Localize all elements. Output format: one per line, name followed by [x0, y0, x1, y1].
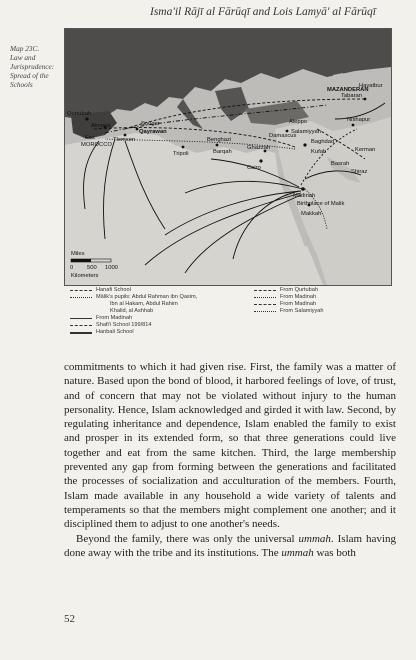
place-label: Almeria	[91, 123, 111, 129]
place-label: Hayatbur	[359, 83, 383, 89]
city-dot	[364, 98, 367, 101]
place-label: MOROCCO	[81, 142, 112, 148]
legend-row	[70, 294, 260, 301]
caption-line: Jurisprudence:	[10, 62, 55, 71]
paragraph	[64, 532, 396, 561]
legend-row	[70, 322, 260, 329]
paragraph: commitments to which it had given rise. First, the family was a matter of nature. Based upon the bond of blood, it harbored feelings of love, of trust, and of concern that may not be violated without injury to the human personality. Hence, Islam acknowledged and girded it with law. Second, by regulating inheritance and dependence, Islam enabled the family to exist and prosper in its extended form, so that three generations could live together and eat from the same kitchen. Third, the large membership prevented any gap from forming between the generations and facilitated the processes of socialization and acculturation of the members. Fourth, Islam made available in any household a wide variety of talents and temperaments so that the members might complement one another; and it disciplined them to adjust to one another's needs.	[64, 361, 396, 531]
legend-label: From Madinah	[280, 301, 317, 307]
body-text	[64, 360, 396, 560]
place-label: Basrah	[331, 161, 350, 167]
legend-line	[70, 290, 92, 291]
place-label: Shiraz	[351, 169, 368, 175]
legend-row	[70, 301, 260, 308]
legend-label: From Madinah	[280, 294, 317, 300]
caption-line: Map 23C.	[10, 44, 40, 53]
place-label: Cairo	[247, 165, 261, 171]
map-figure	[64, 28, 392, 286]
place-label: Fas	[85, 135, 95, 141]
place-label: Ghazzah	[247, 145, 271, 151]
map-svg	[65, 29, 391, 285]
city-dot	[286, 130, 289, 133]
legend-row	[254, 294, 394, 301]
legend-col-right	[254, 287, 394, 315]
legend-line	[254, 304, 276, 305]
place-label: Sougar	[141, 121, 160, 127]
city-dot	[352, 124, 355, 127]
text-run: Beyond the family, there was only the universal	[76, 532, 299, 545]
caption-line: Spread of the	[10, 71, 49, 80]
legend-label: From Madinah	[96, 315, 133, 321]
page-number: 52	[64, 613, 75, 625]
text-run: was both	[313, 546, 356, 559]
legend-row	[254, 287, 394, 294]
legend-label: Hanbali School	[96, 329, 134, 335]
legend-col-left	[70, 287, 260, 336]
text-run: . Islam having done away with the tribe and its institutions. The	[64, 532, 396, 559]
legend-row	[70, 308, 260, 315]
scale-rule-fill	[71, 259, 91, 262]
city-dot	[216, 144, 219, 147]
legend-line	[254, 290, 276, 291]
scale-unit: Kilometers	[71, 273, 99, 279]
city-dot	[136, 128, 139, 131]
place-label: MAZANDERAN	[327, 87, 369, 93]
italic-term: ummah	[281, 546, 314, 559]
place-label: Qayrawan	[139, 129, 167, 135]
place-label: Baghdad	[311, 139, 335, 145]
city-dot	[259, 159, 262, 162]
legend-line	[70, 332, 92, 334]
place-label: Tabaran	[341, 93, 362, 99]
place-label: Tlemcen	[113, 137, 136, 143]
scale-tick: 0	[70, 265, 74, 271]
legend-row	[70, 287, 260, 294]
map-caption	[10, 44, 56, 89]
scale-title: Miles	[71, 251, 85, 257]
scale-tick: 500	[87, 265, 97, 271]
place-label: Barqah	[213, 149, 232, 155]
city-dot	[182, 146, 185, 149]
legend-row	[70, 315, 260, 322]
running-head: Isma'il Rājī al Fārūqī and Lois Lamyā' al Fārūqī	[150, 6, 376, 18]
caption-line: Schools	[10, 80, 33, 89]
place-label: Aleppo	[289, 119, 308, 125]
city-dot	[303, 143, 306, 146]
place-label: Birthplace of Malik	[297, 201, 345, 207]
legend-line	[70, 325, 92, 326]
place-label: Makkah	[301, 211, 322, 217]
legend-label: From Qurtubah	[280, 287, 318, 293]
legend-row	[254, 301, 394, 308]
legend-label: Shafi'i School 199/814	[96, 322, 152, 328]
city-dot	[124, 134, 127, 137]
city-dot	[85, 117, 88, 120]
legend-label: Khalid, al Ashhab	[110, 308, 154, 314]
place-label: Damascus	[269, 133, 297, 139]
legend-row	[70, 329, 260, 336]
legend-line	[70, 318, 92, 319]
legend-label: Mālik's pupils: Abdul Rahman ibn Qasim,	[96, 294, 198, 300]
caption-line: Law and	[10, 53, 36, 62]
place-label: Kufah	[311, 149, 327, 155]
italic-term: ummah	[298, 532, 331, 545]
legend-line	[254, 311, 276, 312]
place-label: Tripoli	[173, 151, 189, 157]
place-label: Benghazi	[207, 137, 232, 143]
city-dot	[301, 187, 305, 191]
legend-row	[254, 308, 394, 315]
legend-line	[70, 297, 92, 298]
place-label: Madinah	[293, 193, 316, 199]
legend-label: From Salamiyyah	[280, 308, 324, 314]
scale-tick: 1000	[105, 265, 118, 271]
place-label: Nishapur	[347, 117, 371, 123]
place-label: Qurtubah	[67, 111, 92, 117]
place-label: Salamiyyah	[291, 129, 321, 135]
legend-label: Hanafi School	[96, 287, 131, 293]
legend-label: Ibn al Hakam, Abdul Rahim	[110, 301, 178, 307]
place-label: Kerman	[355, 147, 376, 153]
legend-line	[254, 297, 276, 298]
